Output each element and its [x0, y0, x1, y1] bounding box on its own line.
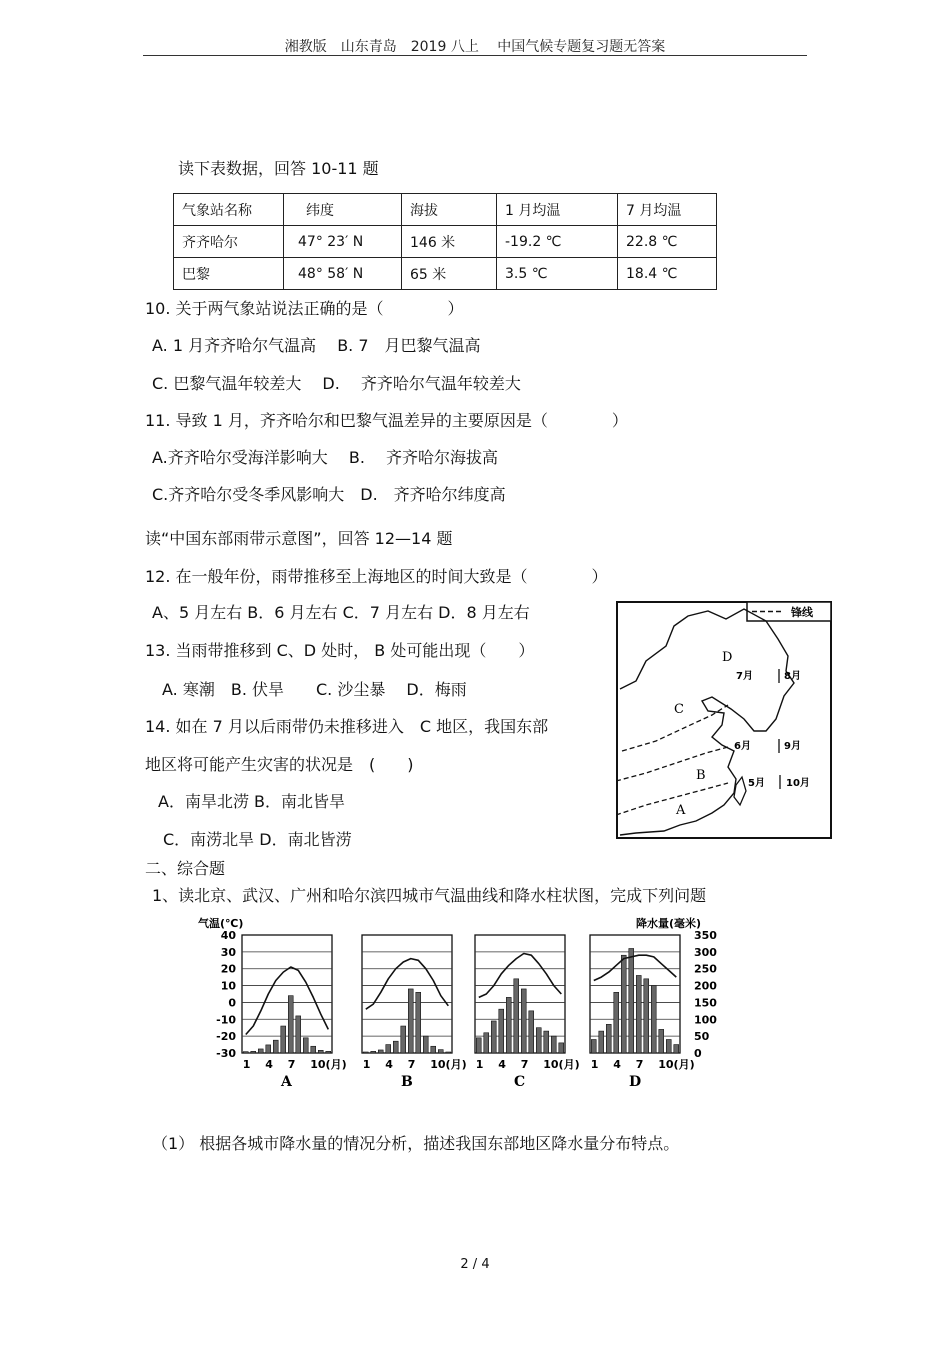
precip-bar: [636, 975, 641, 1053]
precip-bar: [386, 1045, 391, 1053]
page-header: 湘教版 山东青岛 2019 八上 中国气候专题复习题无答案: [284, 39, 666, 55]
right-axis-tick: 350: [694, 929, 717, 942]
precip-bar: [408, 989, 413, 1053]
page-number: 2 / 4: [460, 1257, 490, 1272]
climate-table: [173, 193, 717, 290]
map-label-b: B: [696, 768, 706, 783]
table-cell: 齐齐哈尔: [174, 226, 284, 258]
right-axis-tick: 0: [694, 1047, 702, 1060]
table-header-cell: 海拔: [402, 194, 497, 226]
panel-frame: [242, 935, 332, 1053]
month-label-8: 8月: [784, 671, 801, 682]
table-cell: 18.4 ℃: [618, 258, 717, 290]
table-row: [174, 226, 717, 258]
x-axis-tick: 7: [287, 1058, 296, 1071]
left-axis-title: 气温(℃): [198, 917, 244, 930]
precip-bar: [514, 979, 519, 1053]
precip-bar: [476, 1038, 481, 1053]
x-axis-tick: 1: [475, 1058, 484, 1071]
x-axis-tick: 10(月): [310, 1058, 347, 1071]
panel-label: D: [629, 1074, 642, 1089]
panel-label: C: [514, 1074, 526, 1089]
q10-stem: 10. 关于两气象站说法正确的是（ ）: [145, 299, 464, 318]
table-cell: 48° 58′ N: [284, 258, 402, 290]
precip-bar: [431, 1046, 436, 1053]
precip-bar: [311, 1046, 316, 1053]
right-axis-tick: 300: [694, 945, 717, 959]
precip-bar: [536, 1028, 541, 1053]
precip-bar: [629, 948, 634, 1053]
month-label-9: 9月: [784, 741, 801, 752]
precip-bar: [273, 1040, 278, 1053]
left-axis-tick: 20: [220, 962, 236, 976]
precip-bar: [288, 996, 293, 1053]
q14-options-cd: C．南涝北旱 D．南北皆涝: [163, 830, 352, 849]
precip-bar: [393, 1041, 398, 1053]
map-label-a: A: [676, 803, 686, 818]
climate-panel-a: [242, 935, 347, 1089]
precip-bar: [491, 1021, 496, 1053]
table-cell: 22.8 ℃: [618, 226, 717, 258]
precip-bar: [651, 986, 656, 1053]
comp1-question: 1、读北京、武汉、广州和哈尔滨四城市气温曲线和降水柱状图，完成下列问题: [152, 886, 707, 905]
q14-stem: 14. 如在 7 月以后雨带仍未推移进入 C 地区，我国东部: [145, 717, 549, 736]
right-axis-tick: 100: [694, 1013, 717, 1027]
table-header-cell: 纬度: [284, 194, 402, 226]
table-cell: 47° 23′ N: [284, 226, 402, 258]
x-axis-tick: 1: [362, 1058, 371, 1071]
q14-options-ab: A．南旱北涝 B．南北皆旱: [158, 792, 346, 811]
precip-bar: [659, 1029, 664, 1053]
precip-bar: [614, 992, 619, 1053]
panel-label: B: [401, 1074, 413, 1089]
precip-bar: [438, 1050, 443, 1053]
map-label-d: D: [722, 650, 733, 665]
x-axis-tick: 4: [498, 1058, 506, 1071]
precip-bar: [544, 1031, 549, 1053]
x-axis-tick: 4: [265, 1058, 273, 1071]
precip-bar: [551, 1036, 556, 1053]
q13-options: A. 寒潮 B. 伏旱 C. 沙尘暴 D．梅雨: [162, 680, 467, 699]
x-axis-tick: 1: [590, 1058, 599, 1071]
temperature-line: [594, 955, 677, 980]
table-cell: 146 米: [402, 226, 497, 258]
temperature-line: [246, 967, 328, 1035]
left-axis-tick: 40: [220, 929, 236, 942]
section-2-title: 二、综合题: [145, 859, 226, 878]
precip-bar: [484, 1033, 489, 1053]
table-row: [174, 258, 717, 290]
q11-options-ab: A.齐齐哈尔受海洋影响大 B. 齐齐哈尔海拔高: [152, 448, 498, 467]
precip-bar: [296, 1016, 301, 1053]
precip-bar: [529, 1011, 534, 1053]
precip-bar: [674, 1045, 679, 1053]
precip-bar: [401, 1026, 406, 1053]
intro-12-14: 读“中国东部雨带示意图”，回答 12—14 题: [145, 529, 453, 548]
precip-bar: [416, 992, 421, 1053]
right-axis-title: 降水量(毫米): [636, 917, 702, 930]
precip-bar: [621, 955, 626, 1053]
precip-bar: [599, 1031, 604, 1053]
precip-bar: [318, 1050, 323, 1053]
precip-bar: [506, 997, 511, 1053]
precip-bar: [266, 1045, 271, 1053]
precip-bar: [559, 1043, 564, 1053]
x-axis-tick: 7: [520, 1058, 529, 1071]
precip-bar: [499, 1009, 504, 1053]
climate-charts: [196, 913, 742, 1089]
left-axis-tick: 0: [228, 996, 236, 1010]
precip-bar: [378, 1050, 383, 1053]
table-row: [174, 194, 717, 226]
x-axis-tick: 7: [635, 1058, 644, 1071]
q10-options-cd: C. 巴黎气温年较差大 D. 齐齐哈尔气温年较差大: [152, 374, 521, 393]
precip-bar: [251, 1051, 256, 1053]
month-label-10: 10月: [786, 778, 810, 789]
panel-frame: [362, 935, 452, 1053]
x-axis-tick: 4: [613, 1058, 621, 1071]
precip-bar: [423, 1036, 428, 1053]
precip-bar: [446, 1052, 451, 1053]
table-cell: 65 米: [402, 258, 497, 290]
temperature-line: [479, 954, 562, 998]
precip-bar: [281, 1026, 286, 1053]
right-axis-tick: 200: [694, 979, 717, 993]
climate-panel-c: [475, 935, 580, 1089]
precip-bar: [258, 1049, 263, 1053]
header-rule: [143, 55, 807, 56]
table-header-cell: 气象站名称: [174, 194, 284, 226]
left-axis-tick: -20: [216, 1030, 236, 1044]
rain-belt-map: [616, 601, 832, 839]
temperature-line: [366, 959, 449, 1010]
right-axis-tick: 250: [694, 962, 717, 976]
precip-bar: [666, 1040, 671, 1053]
left-axis-tick: 30: [220, 945, 236, 959]
q13-stem: 13. 当雨带推移到 C、D 处时， B 处可能出现（ ）: [145, 641, 535, 660]
table-cell: 3.5 ℃: [497, 258, 618, 290]
x-axis-tick: 7: [407, 1058, 416, 1071]
x-axis-tick: 10(月): [430, 1058, 467, 1071]
x-axis-tick: 1: [242, 1058, 251, 1071]
precip-bar: [591, 1040, 596, 1053]
map-label-c: C: [674, 702, 684, 717]
precip-bar: [644, 979, 649, 1053]
sub-question-1: （1） 根据各城市降水量的情况分析，描述我国东部地区降水量分布特点。: [152, 1134, 680, 1153]
precip-bar: [303, 1038, 308, 1053]
q12-stem: 12. 在一般年份，雨带推移至上海地区的时间大致是（ ）: [145, 567, 608, 586]
precip-bar: [243, 1052, 248, 1053]
precip-bar: [371, 1051, 376, 1053]
x-axis-tick: 10(月): [658, 1058, 695, 1071]
table-cell: 巴黎: [174, 258, 284, 290]
right-axis-tick: 150: [694, 996, 717, 1010]
left-axis-tick: 10: [220, 979, 236, 993]
climate-panel-b: [362, 935, 467, 1089]
q11-stem: 11. 导致 1 月，齐齐哈尔和巴黎气温差异的主要原因是（ ）: [145, 411, 628, 430]
x-axis-tick: 4: [385, 1058, 393, 1071]
x-axis-tick: 10(月): [543, 1058, 580, 1071]
precip-bar: [521, 989, 526, 1053]
precip-bar: [363, 1052, 368, 1053]
climate-panel-d: [590, 935, 695, 1089]
table-header-cell: 1 月均温: [497, 194, 618, 226]
precip-bar: [606, 1024, 611, 1053]
month-label-6: 6月: [734, 741, 751, 752]
month-label-7: 7月: [736, 671, 753, 682]
month-label-5: 5月: [748, 778, 765, 789]
left-axis-tick: -30: [216, 1047, 236, 1060]
q14-stem-2: 地区将可能产生灾害的状况是 ( ): [145, 755, 414, 774]
q11-options-cd: C.齐齐哈尔受冬季风影响大 D. 齐齐哈尔纬度高: [152, 485, 506, 504]
precip-bar: [326, 1051, 331, 1053]
right-axis-tick: 50: [694, 1030, 710, 1044]
map-legend-label: 锋线: [791, 606, 813, 619]
table-header-cell: 7 月均温: [618, 194, 717, 226]
left-axis-tick: -10: [216, 1013, 236, 1027]
intro-10-11: 读下表数据，回答 10-11 题: [178, 159, 379, 178]
q10-options-ab: A. 1 月齐齐哈尔气温高 B. 7 月巴黎气温高: [152, 336, 481, 355]
q12-options: A、5 月左右 B．6 月左右 C．7 月左右 D．8 月左右: [152, 603, 530, 622]
table-cell: -19.2 ℃: [497, 226, 618, 258]
panel-label: A: [281, 1074, 292, 1089]
